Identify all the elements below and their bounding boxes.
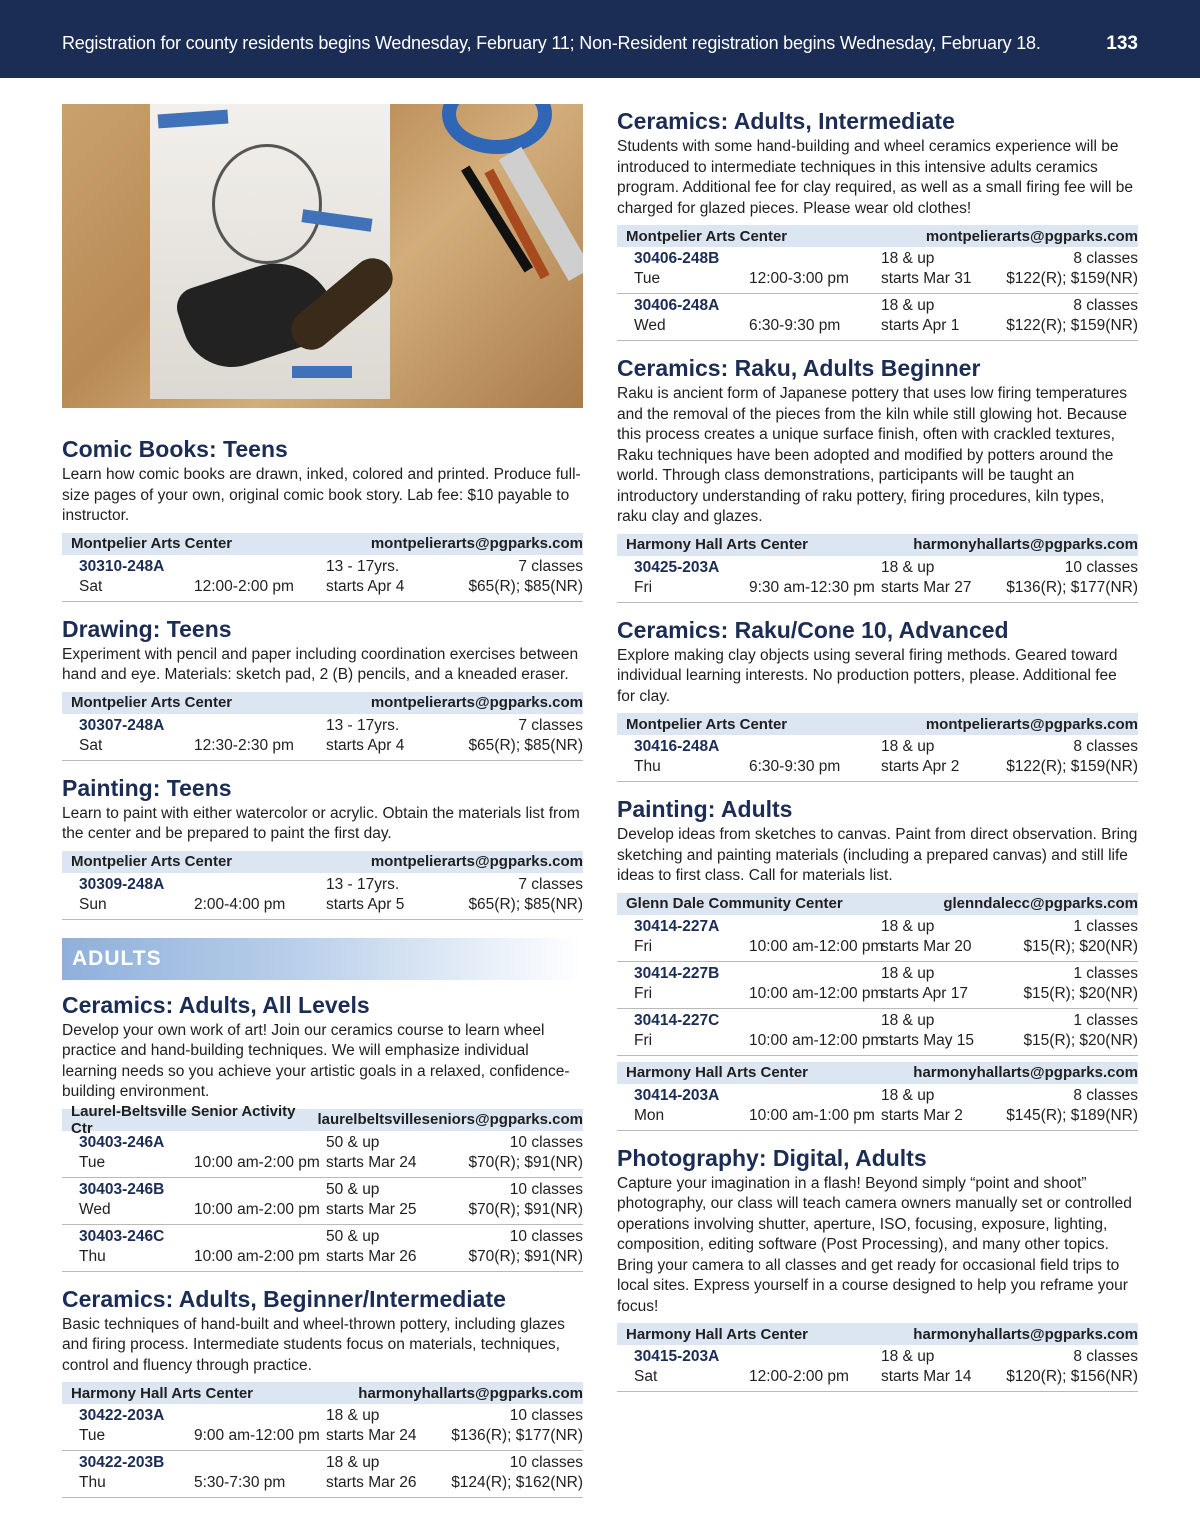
venue-email[interactable]: harmonyhallarts@pgparks.com [913,1064,1138,1081]
venue-name: Harmony Hall Arts Center [626,1325,808,1343]
session-time: 2:00-4:00 pm [194,895,286,913]
venue-row [62,851,583,873]
session-day: Wed [79,1200,111,1218]
venue-row [62,1102,583,1137]
session-row [62,714,583,761]
session-price: $65(R); $85(NR) [468,577,583,595]
session-day: Tue [79,1427,106,1444]
session-row [62,555,583,602]
course-code: 30422-203A [79,1407,165,1424]
course-code: 30425-203A [634,558,720,576]
course-code: 30309-248A [79,875,165,893]
course-description: Develop your own work of art! Join our ceramics course to learn wheel practice and hand-building techniques. We will emphasize individual learning needs so you achieve your artistic goals in a relaxed, confidence-building environment. [62,1021,570,1100]
course-description: Develop ideas from sketches to canvas. Paint from direct observation. Bring sketching and painting materials (including a prepared canvas) and still life ideas to first class. Call for materials list. [617,826,1138,884]
venue-name: Montpelier Arts Center [626,715,788,733]
venue-email[interactable]: glenndalecc@pgparks.com [943,895,1138,912]
start-date: starts Mar 26 [326,1474,417,1491]
venue-email[interactable]: montpelierarts@pgparks.com [370,853,583,870]
course-code: 30414-203A [634,1086,720,1104]
session-price: $15(R); $20(NR) [1023,1031,1138,1049]
class-count: 8 classes [1073,297,1138,314]
venue-row [617,893,1138,915]
session-row [62,873,583,920]
venue-row [617,1323,1138,1345]
session-row [62,1131,583,1178]
session-day: Fri [634,984,653,1002]
start-date: starts Apr 5 [326,895,405,913]
session-row [62,1451,583,1498]
course-description: Learn to paint with either watercolor or acrylic. Obtain the materials list from the center and be prepared to paint the first day. [62,804,580,842]
venue-name: Laurel-Beltsville Senior Activity Ctr [71,1102,296,1137]
venue-name: Montpelier Arts Center [71,853,233,870]
session-day: Fri [634,937,653,955]
session-price: $122(R); $159(NR) [1006,270,1138,287]
start-date: starts Apr 4 [326,736,405,754]
age-range: 18 & up [881,964,935,982]
venue-row [62,1382,583,1404]
course-code: 30416-248A [634,738,720,755]
session-price: $124(R); $162(NR) [451,1474,583,1491]
age-range: 18 & up [881,558,935,576]
class-count: 10 classes [509,1407,583,1424]
class-count: 10 classes [1064,558,1138,576]
course-block [62,775,583,920]
course-title: Ceramics: Adults, Beginner/Intermediate [62,1285,506,1312]
course-code: 30406-248B [634,250,720,267]
session-time: 10:00 am-12:00 pm [749,1031,884,1049]
session-row [617,1345,1138,1392]
session-time: 10:00 am-12:00 pm [749,984,884,1002]
registration-notice: Registration for county residents begins Wednesday, February 11; Non-Resident registration begins Wednesday, February 18. [62,33,1041,53]
session-time: 10:00 am-12:00 pm [749,937,884,955]
session-row [617,247,1138,294]
course-block [617,617,1138,783]
class-count: 1 classes [1073,964,1138,982]
course-block [62,992,583,1272]
class-count: 8 classes [1073,738,1138,755]
start-date: starts Apr 4 [326,577,405,595]
venue-row [617,1062,1138,1084]
age-range: 13 - 17yrs. [326,716,400,734]
course-block [617,1145,1138,1393]
class-count: 10 classes [509,1180,583,1198]
session-time: 9:30 am-12:30 pm [749,578,875,596]
venue-email[interactable]: harmonyhallarts@pgparks.com [913,1325,1138,1343]
age-range: 13 - 17yrs. [326,557,400,575]
age-range: 50 & up [326,1180,380,1198]
venue-name: Montpelier Arts Center [626,227,788,245]
class-count: 8 classes [1073,250,1138,267]
session-row [62,1404,583,1451]
start-date: starts Mar 24 [326,1427,417,1444]
venue-email[interactable]: montpelierarts@pgparks.com [370,535,583,552]
venue-row [617,713,1138,735]
age-range: 18 & up [881,297,935,314]
class-count: 10 classes [509,1133,583,1151]
session-row [62,1225,583,1272]
course-title: Comic Books: Teens [62,436,288,462]
session-row [62,1178,583,1225]
course-code: 30403-246A [79,1133,165,1151]
course-block [617,796,1138,1131]
start-date: starts Mar 2 [881,1106,963,1124]
session-time: 12:00-2:00 pm [194,577,294,595]
course-code: 30414-227A [634,917,720,935]
session-day: Wed [634,317,666,334]
session-price: $136(R); $177(NR) [1006,578,1138,596]
session-price: $70(R); $91(NR) [468,1247,583,1265]
start-date: starts Mar 27 [881,578,972,596]
start-date: starts Mar 26 [326,1247,417,1265]
course-description: Students with some hand-building and wheel ceramics experience will be introduced to intermediate techniques in this intensive adults ceramics program. Additional fee for clay required, as well as a small firing fee will be charged for glazed pieces. Please wear old clothes! [617,138,1134,217]
venue-email[interactable]: montpelierarts@pgparks.com [925,715,1138,733]
age-range: 18 & up [881,1348,935,1365]
session-row [617,962,1138,1009]
class-count: 8 classes [1073,1086,1138,1104]
venue-email[interactable]: montpelierarts@pgparks.com [370,694,583,711]
course-block [617,108,1138,341]
start-date: starts Mar 20 [881,937,972,955]
course-description: Explore making clay objects using several firing methods. Geared toward individual learning interests. No production potters, please. Additional fee for clay. [617,646,1118,705]
class-count: 1 classes [1073,1011,1138,1029]
class-count: 8 classes [1073,1348,1138,1365]
course-description: Experiment with pencil and paper including coordination exercises between hand and eye. Materials: sketch pad, 2 (B) pencils, and a kneaded eraser. [62,645,579,683]
class-count: 7 classes [518,716,583,734]
session-time: 12:00-3:00 pm [749,270,849,287]
session-row [617,1084,1138,1131]
session-row [617,294,1138,341]
age-range: 18 & up [881,1086,935,1104]
course-title: Ceramics: Adults, Intermediate [617,108,955,134]
session-day: Fri [634,578,653,596]
session-time: 10:00 am-2:00 pm [194,1153,320,1171]
session-day: Mon [634,1106,665,1124]
session-time: 10:00 am-1:00 pm [749,1106,875,1124]
age-range: 50 & up [326,1227,380,1245]
session-price: $65(R); $85(NR) [468,736,583,754]
session-time: 6:30-9:30 pm [749,758,841,775]
course-title: Ceramics: Raku, Adults Beginner [617,355,981,381]
class-count: 10 classes [509,1227,583,1245]
session-day: Thu [79,1474,106,1491]
venue-row [617,225,1138,247]
course-title: Ceramics: Raku/Cone 10, Advanced [617,616,1009,643]
session-row [617,915,1138,962]
session-day: Sun [79,895,107,913]
course-code: 30310-248A [79,557,165,575]
venue-name: Glenn Dale Community Center [626,895,843,912]
venue-email[interactable]: harmonyhallarts@pgparks.com [358,1384,583,1402]
course-description: Raku is ancient form of Japanese pottery that uses low firing temperatures and the removal of the pieces from the kiln while still glowing hot. Because this process creates a unique surface finish, often with crackled textures, Raku techniques have been adopted and modified by potters around the world. Through class demonstrations, participants will be taught an introductory understanding of raku pottery, firing procedures, kiln types, raku clay and glazes. [617,385,1128,525]
course-block [62,436,583,602]
course-title: Ceramics: Adults, All Levels [62,991,370,1018]
start-date: starts Mar 25 [326,1200,417,1218]
adult-course-list-continued [617,108,1138,1392]
age-range: 18 & up [326,1454,380,1471]
venue-email[interactable]: montpelierarts@pgparks.com [925,227,1138,245]
session-day: Sat [634,1368,658,1385]
course-code: 30414-227C [634,1011,720,1029]
spacer [617,603,1138,617]
adult-course-list [62,992,583,1499]
spacer [617,782,1138,796]
course-title: Drawing: Teens [62,615,232,642]
session-day: Tue [634,270,661,287]
session-price: $70(R); $91(NR) [468,1153,583,1171]
course-description: Basic techniques of hand-built and wheel-thrown pottery, including glazes and firing process. Intermediate students focus on materials, techniques, control and fluency through practice. [62,1315,565,1374]
session-day: Sat [79,577,103,595]
session-day: Sat [79,736,103,754]
session-day: Thu [79,1247,106,1265]
page-number: 133 [1106,33,1138,54]
session-price: $70(R); $91(NR) [468,1200,583,1218]
age-range: 50 & up [326,1133,380,1151]
adults-section-header: ADULTS [62,938,583,980]
venue-name: Harmony Hall Arts Center [626,1064,808,1081]
course-code: 30414-227B [634,964,720,982]
course-block [62,616,583,761]
start-date: starts May 15 [881,1031,975,1049]
session-price: $65(R); $85(NR) [468,895,583,913]
age-range: 18 & up [881,738,935,755]
venue-email[interactable]: harmonyhallarts@pgparks.com [913,536,1138,553]
registration-banner [0,0,1200,78]
venue-row [62,692,583,714]
course-code: 30307-248A [79,716,165,734]
age-range: 18 & up [326,1407,380,1424]
venue-name: Harmony Hall Arts Center [626,536,808,553]
venue-name: Montpelier Arts Center [71,535,233,552]
session-time: 10:00 am-2:00 pm [194,1247,320,1265]
course-title: Painting: Teens [62,774,232,801]
class-count: 1 classes [1073,917,1138,935]
session-price: $145(R); $189(NR) [1006,1106,1138,1124]
course-title: Painting: Adults [617,796,793,822]
age-range: 18 & up [881,250,935,267]
session-time: 10:00 am-2:00 pm [194,1200,320,1218]
course-code: 30403-246B [79,1180,165,1198]
course-code: 30415-203A [634,1348,720,1365]
venue-row [617,534,1138,556]
session-price: $122(R); $159(NR) [1006,317,1138,334]
teen-course-list [62,436,583,920]
venue-name: Harmony Hall Arts Center [71,1384,253,1402]
session-time: 5:30-7:30 pm [194,1474,286,1491]
session-row [617,735,1138,782]
session-time: 9:00 am-12:00 pm [194,1427,320,1444]
start-date: starts Mar 24 [326,1153,417,1171]
left-column [62,104,583,1498]
course-code: 30403-246C [79,1227,165,1245]
session-price: $122(R); $159(NR) [1006,758,1138,775]
class-count: 10 classes [509,1454,583,1471]
session-day: Tue [79,1153,106,1171]
session-price: $120(R); $156(NR) [1006,1368,1138,1385]
age-range: 13 - 17yrs. [326,875,400,893]
course-description: Capture your imagination in a flash! Beyond simply “point and shoot” photography, our class will teach camera owners manually set or controlled operations involving shutter, aperture, ISO, focusing, exposure, lighting, composition, editing software (Post Processing), and many other topics. Bring your camera to all classes and get ready for occasional field trips to local sites. Express yourself in a course designed to help you reframe your focus! [617,1174,1132,1315]
start-date: starts Apr 17 [881,984,969,1002]
course-code: 30422-203B [79,1454,165,1471]
session-price: $136(R); $177(NR) [451,1427,583,1444]
course-description: Learn how comic books are drawn, inked, colored and printed. Produce full-size pages of your own, original comic book story. Lab fee: $10 payable to instructor. [62,466,581,524]
comic-drawing-photo [62,104,583,408]
session-price: $15(R); $20(NR) [1023,984,1138,1002]
spacer [617,341,1138,355]
venue-row [62,533,583,555]
class-count: 7 classes [518,875,583,893]
spacer [62,1272,583,1286]
start-date: starts Apr 1 [881,317,960,334]
course-code: 30406-248A [634,297,720,314]
course-title: Photography: Digital, Adults [617,1144,927,1171]
session-price: $15(R); $20(NR) [1023,937,1138,955]
course-block [617,355,1138,603]
session-row [617,1009,1138,1056]
right-column [617,108,1138,1392]
age-range: 18 & up [881,1011,935,1029]
spacer [62,761,583,775]
start-date: starts Mar 14 [881,1368,972,1385]
start-date: starts Mar 31 [881,270,972,287]
start-date: starts Apr 2 [881,758,960,775]
session-day: Fri [634,1031,653,1049]
venue-name: Montpelier Arts Center [71,694,233,711]
session-row [617,556,1138,603]
session-day: Thu [634,758,661,775]
class-count: 7 classes [518,557,583,575]
session-time: 12:00-2:00 pm [749,1368,849,1385]
spacer [617,1131,1138,1145]
spacer [62,602,583,616]
session-time: 12:30-2:30 pm [194,736,294,754]
course-block [62,1286,583,1499]
venue-email[interactable]: laurelbeltsvilleseniors@pgparks.com [317,1111,583,1128]
age-range: 18 & up [881,917,935,935]
session-time: 6:30-9:30 pm [749,317,841,334]
